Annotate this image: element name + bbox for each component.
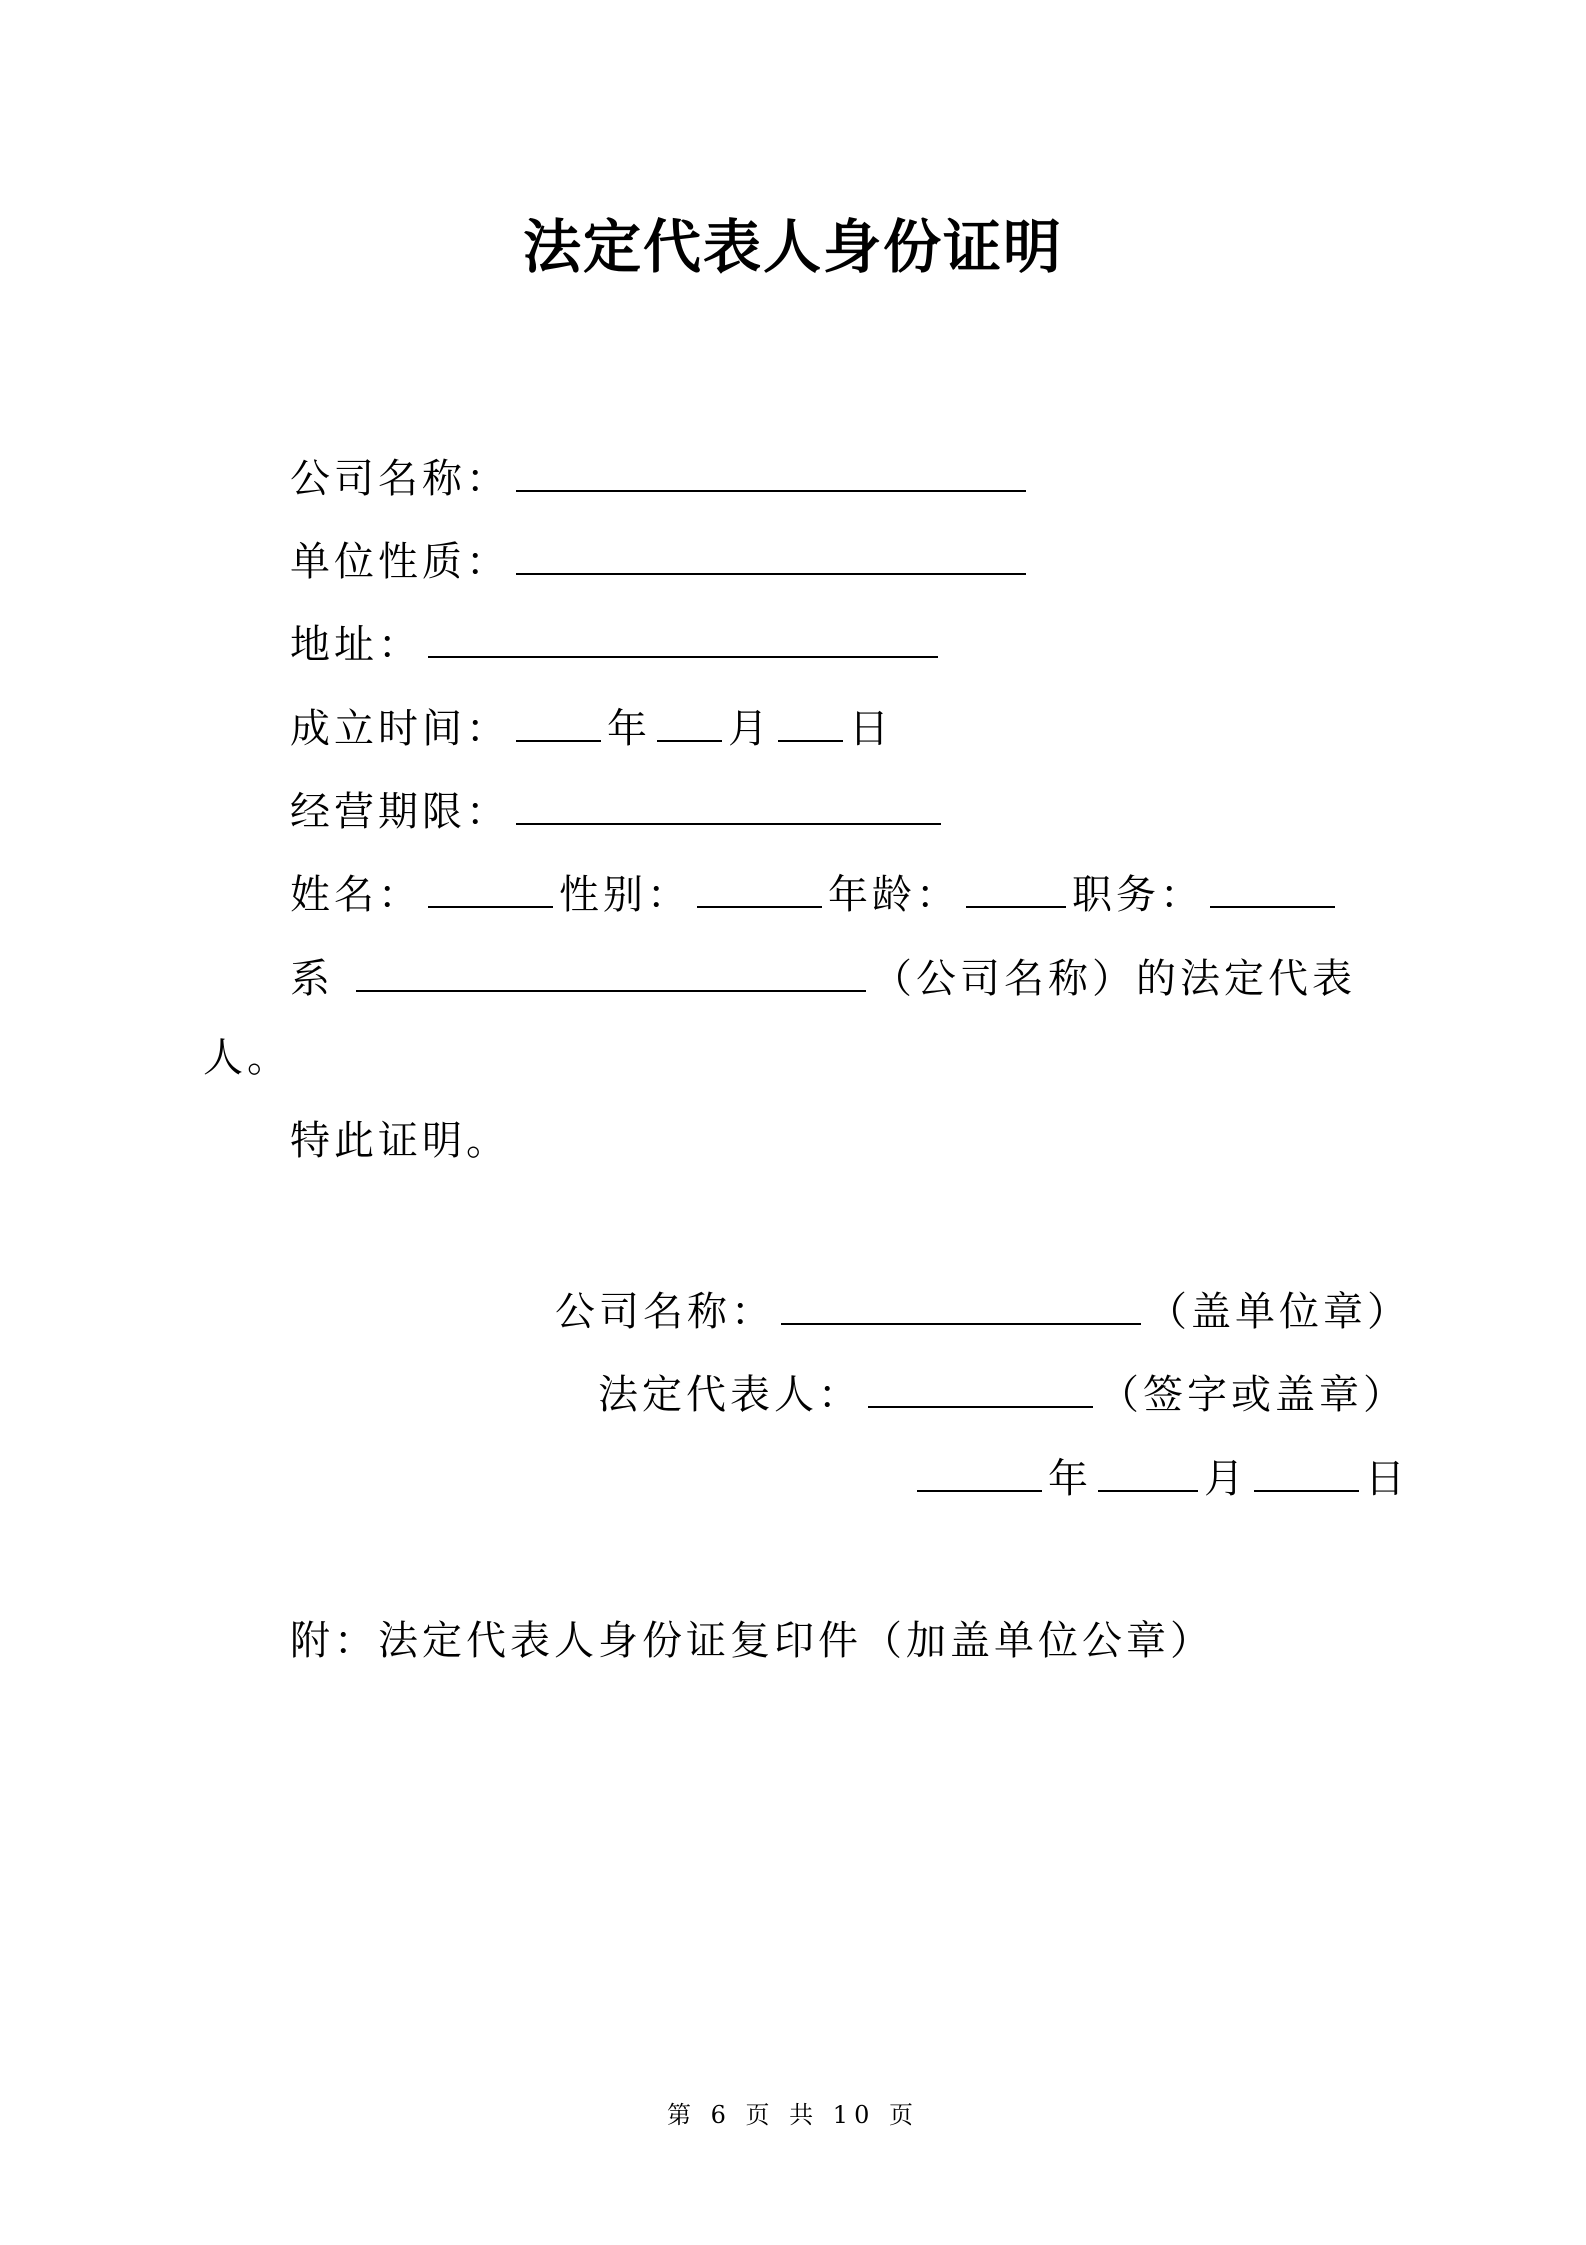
unit-nature-label: 单位性质： xyxy=(290,539,510,585)
sign-month-label: 月 xyxy=(1204,1456,1248,1502)
address-row xyxy=(290,616,944,670)
name-field[interactable] xyxy=(428,866,553,908)
position-field[interactable] xyxy=(1210,866,1335,908)
company-name-field[interactable] xyxy=(516,450,1026,492)
page-title: 法定代表人身份证明 xyxy=(522,213,1063,281)
term-label: 经营期限： xyxy=(290,789,510,835)
position-label: 职务： xyxy=(1072,872,1204,918)
sign-company-field[interactable] xyxy=(781,1283,1141,1325)
person-row xyxy=(290,866,1341,920)
sign-company-note: （盖单位章） xyxy=(1147,1289,1411,1335)
sign-month-field[interactable] xyxy=(1098,1450,1198,1492)
age-label: 年龄： xyxy=(828,872,960,918)
established-row xyxy=(290,700,893,754)
established-day-field[interactable] xyxy=(778,700,843,742)
sign-day-field[interactable] xyxy=(1254,1450,1359,1492)
address-field[interactable] xyxy=(428,616,938,658)
unit-nature-field[interactable] xyxy=(516,533,1026,575)
established-month-field[interactable] xyxy=(657,700,722,742)
address-label: 地址： xyxy=(290,622,422,668)
sign-rep-row xyxy=(598,1366,1407,1420)
unit-nature-row xyxy=(290,533,1032,587)
relation-prefix: 系 xyxy=(290,956,334,1002)
page-footer: 第 6 页 共 10 页 xyxy=(667,2101,919,2129)
relation-suffix: （公司名称）的法定代表 xyxy=(872,956,1356,1002)
sign-rep-field[interactable] xyxy=(868,1366,1093,1408)
company-name-label: 公司名称： xyxy=(290,456,510,502)
relation-wrap: 人。 xyxy=(203,1035,291,1081)
sign-company-label: 公司名称： xyxy=(555,1289,775,1335)
attachment-text: 附：法定代表人身份证复印件（加盖单位公章） xyxy=(290,1618,1214,1664)
sign-year-field[interactable] xyxy=(917,1450,1042,1492)
established-label: 成立时间： xyxy=(290,706,510,752)
year-label: 年 xyxy=(607,706,651,752)
sign-day-label: 日 xyxy=(1365,1456,1409,1502)
gender-label: 性别： xyxy=(559,872,691,918)
gender-field[interactable] xyxy=(697,866,822,908)
sign-rep-note: （签字或盖章） xyxy=(1099,1372,1407,1418)
certify-row xyxy=(290,1116,510,1166)
sign-date-row xyxy=(917,1450,1409,1504)
month-label: 月 xyxy=(728,706,772,752)
established-year-field[interactable] xyxy=(516,700,601,742)
term-row xyxy=(290,783,947,837)
term-field[interactable] xyxy=(516,783,941,825)
age-field[interactable] xyxy=(966,866,1066,908)
relation-company-field[interactable] xyxy=(356,950,866,992)
attachment-row xyxy=(290,1616,1214,1666)
company-name-row xyxy=(290,450,1032,504)
name-label: 姓名： xyxy=(290,872,422,918)
relation-wrap-row xyxy=(203,1033,291,1083)
sign-company-row xyxy=(555,1283,1411,1337)
sign-rep-label: 法定代表人： xyxy=(598,1372,862,1418)
certify-text: 特此证明。 xyxy=(290,1118,510,1164)
day-label: 日 xyxy=(849,706,893,752)
sign-year-label: 年 xyxy=(1048,1456,1092,1502)
relation-row xyxy=(290,950,1356,1004)
